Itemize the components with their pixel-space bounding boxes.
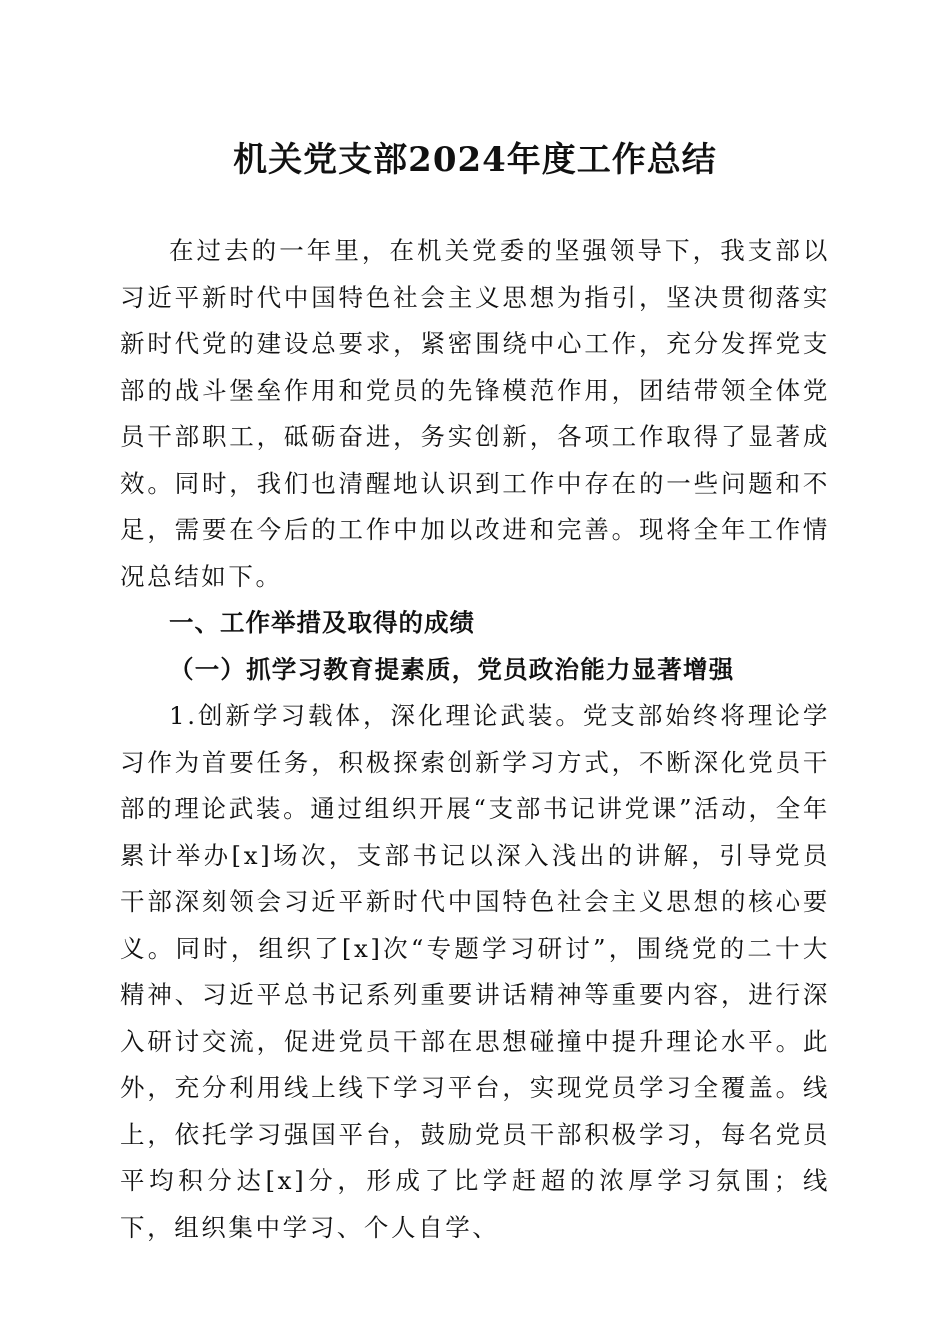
intro-paragraph: 在过去的一年里，在机关党委的坚强领导下，我支部以习近平新时代中国特色社会主义思想为指引，坚决贯彻落实新时代党的建设总要求，紧密围绕中心工作，充分发挥党支部的战斗堡垒作用和党员的先锋模范作用，团结带领全体党员干部职工，砥砺奋进，务实创新，各项工作取得了显著成效。同时，我们也清醒地认识到工作中存在的一些问题和不足，需要在今后的工作中加以改进和完善。现将全年工作情况总结如下。	[120, 236, 830, 591]
document-title: 机关党支部2024年度工作总结	[233, 140, 717, 180]
document-body	[120, 228, 830, 1251]
body-paragraph: 1.创新学习载体，深化理论武装。党支部始终将理论学习作为首要任务，积极探索创新学习方式，不断深化党员干部的理论武装。通过组织开展“支部书记讲党课”活动，全年累计举办[x]场次，支部书记以深入浅出的讲解，引导党员干部深刻领会习近平新时代中国特色社会主义思想的核心要义。同时，组织了[x]次“专题学习研讨”，围绕党的二十大精神、习近平总书记系列重要讲话精神等重要内容，进行深入研讨交流，促进党员干部在思想碰撞中提升理论水平。此外，充分利用线上线下学习平台，实现党员学习全覆盖。线上，依托学习强国平台，鼓励党员干部积极学习，每名党员平均积分达[x]分，形成了比学赶超的浓厚学习氛围；线下，组织集中学习、个人自学、	[120, 701, 830, 1242]
subsection-heading: （一）抓学习教育提素质，党员政治能力显著增强	[169, 654, 735, 684]
section-heading: 一、工作举措及取得的成绩	[169, 608, 475, 637]
